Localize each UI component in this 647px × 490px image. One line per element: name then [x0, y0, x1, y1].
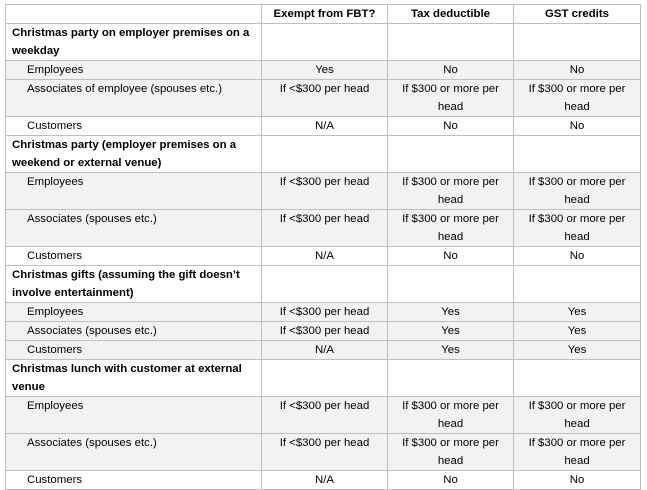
gst-credits-cell: If $300 or more per head: [514, 80, 641, 117]
exempt-cell: Yes: [262, 61, 388, 80]
gst-credits-cell: No: [514, 471, 641, 490]
tax-deductible-cell: If $300 or more per head: [388, 397, 514, 434]
section-row-weekend-party: [6, 136, 641, 173]
tax-deductible-cell: If $300 or more per head: [388, 173, 514, 210]
row-label: Employees: [6, 173, 262, 210]
row-label: Employees: [6, 397, 262, 434]
row-label: Customers: [6, 247, 262, 266]
table-row: [6, 397, 641, 434]
table-row: [6, 80, 641, 117]
gst-credits-cell: No: [514, 117, 641, 136]
exempt-cell: If <$300 per head: [262, 397, 388, 434]
row-label: Customers: [6, 117, 262, 136]
gst-credits-cell: If $300 or more per head: [514, 397, 641, 434]
gst-credits-cell: If $300 or more per head: [514, 210, 641, 247]
gst-credits-cell: If $300 or more per head: [514, 434, 641, 471]
exempt-cell: If <$300 per head: [262, 322, 388, 341]
section-empty-cell: [388, 266, 514, 303]
exempt-cell: N/A: [262, 117, 388, 136]
section-empty-cell: [514, 266, 641, 303]
section-empty-cell: [262, 136, 388, 173]
exempt-cell: If <$300 per head: [262, 210, 388, 247]
row-label: Associates of employee (spouses etc.): [6, 80, 262, 117]
row-label: Employees: [6, 61, 262, 80]
section-empty-cell: [262, 266, 388, 303]
table-row: [6, 322, 641, 341]
section-empty-cell: [514, 360, 641, 397]
tax-deductible-cell: Yes: [388, 341, 514, 360]
tax-deductible-cell: Yes: [388, 303, 514, 322]
gst-credits-cell: No: [514, 247, 641, 266]
section-title: Christmas party on employer premises on a weekday: [6, 24, 262, 61]
section-empty-cell: [388, 24, 514, 61]
gst-credits-cell: Yes: [514, 303, 641, 322]
tax-deductible-cell: Yes: [388, 322, 514, 341]
section-empty-cell: [262, 24, 388, 61]
tax-deductible-cell: No: [388, 117, 514, 136]
exempt-cell: N/A: [262, 341, 388, 360]
row-label: Associates (spouses etc.): [6, 322, 262, 341]
exempt-cell: If <$300 per head: [262, 80, 388, 117]
section-row-customer-lunch: [6, 360, 641, 397]
section-row-weekday-party: [6, 24, 641, 61]
table-row: [6, 471, 641, 490]
table-row: [6, 61, 641, 80]
header-blank: [6, 5, 262, 24]
table-row: [6, 303, 641, 322]
exempt-cell: If <$300 per head: [262, 434, 388, 471]
section-empty-cell: [262, 360, 388, 397]
row-label: Associates (spouses etc.): [6, 210, 262, 247]
tax-deductible-cell: No: [388, 471, 514, 490]
header-exempt-from-fbt: Exempt from FBT?: [262, 5, 388, 24]
section-empty-cell: [514, 24, 641, 61]
tax-deductible-cell: If $300 or more per head: [388, 80, 514, 117]
section-empty-cell: [388, 360, 514, 397]
row-label: Customers: [6, 471, 262, 490]
section-title: Christmas lunch with customer at external venue: [6, 360, 262, 397]
exempt-cell: N/A: [262, 247, 388, 266]
tax-deductible-cell: No: [388, 61, 514, 80]
table-row: [6, 341, 641, 360]
section-title: Christmas gifts (assuming the gift doesn’t involve entertainment): [6, 266, 262, 303]
row-label: Associates (spouses etc.): [6, 434, 262, 471]
gst-credits-cell: If $300 or more per head: [514, 173, 641, 210]
gst-credits-cell: Yes: [514, 341, 641, 360]
table-row: [6, 173, 641, 210]
row-label: Employees: [6, 303, 262, 322]
table-row: [6, 117, 641, 136]
header-gst-credits: GST credits: [514, 5, 641, 24]
gst-credits-cell: No: [514, 61, 641, 80]
exempt-cell: If <$300 per head: [262, 173, 388, 210]
fbt-christmas-table: [5, 4, 641, 490]
section-title: Christmas party (employer premises on a weekend or external venue): [6, 136, 262, 173]
header-tax-deductible: Tax deductible: [388, 5, 514, 24]
row-label: Customers: [6, 341, 262, 360]
tax-deductible-cell: If $300 or more per head: [388, 434, 514, 471]
table-row: [6, 247, 641, 266]
gst-credits-cell: Yes: [514, 322, 641, 341]
exempt-cell: If <$300 per head: [262, 303, 388, 322]
section-row-christmas-gifts: [6, 266, 641, 303]
section-empty-cell: [514, 136, 641, 173]
table-row: [6, 434, 641, 471]
exempt-cell: N/A: [262, 471, 388, 490]
header-row: [6, 5, 641, 24]
section-empty-cell: [388, 136, 514, 173]
tax-deductible-cell: No: [388, 247, 514, 266]
tax-deductible-cell: If $300 or more per head: [388, 210, 514, 247]
table-row: [6, 210, 641, 247]
